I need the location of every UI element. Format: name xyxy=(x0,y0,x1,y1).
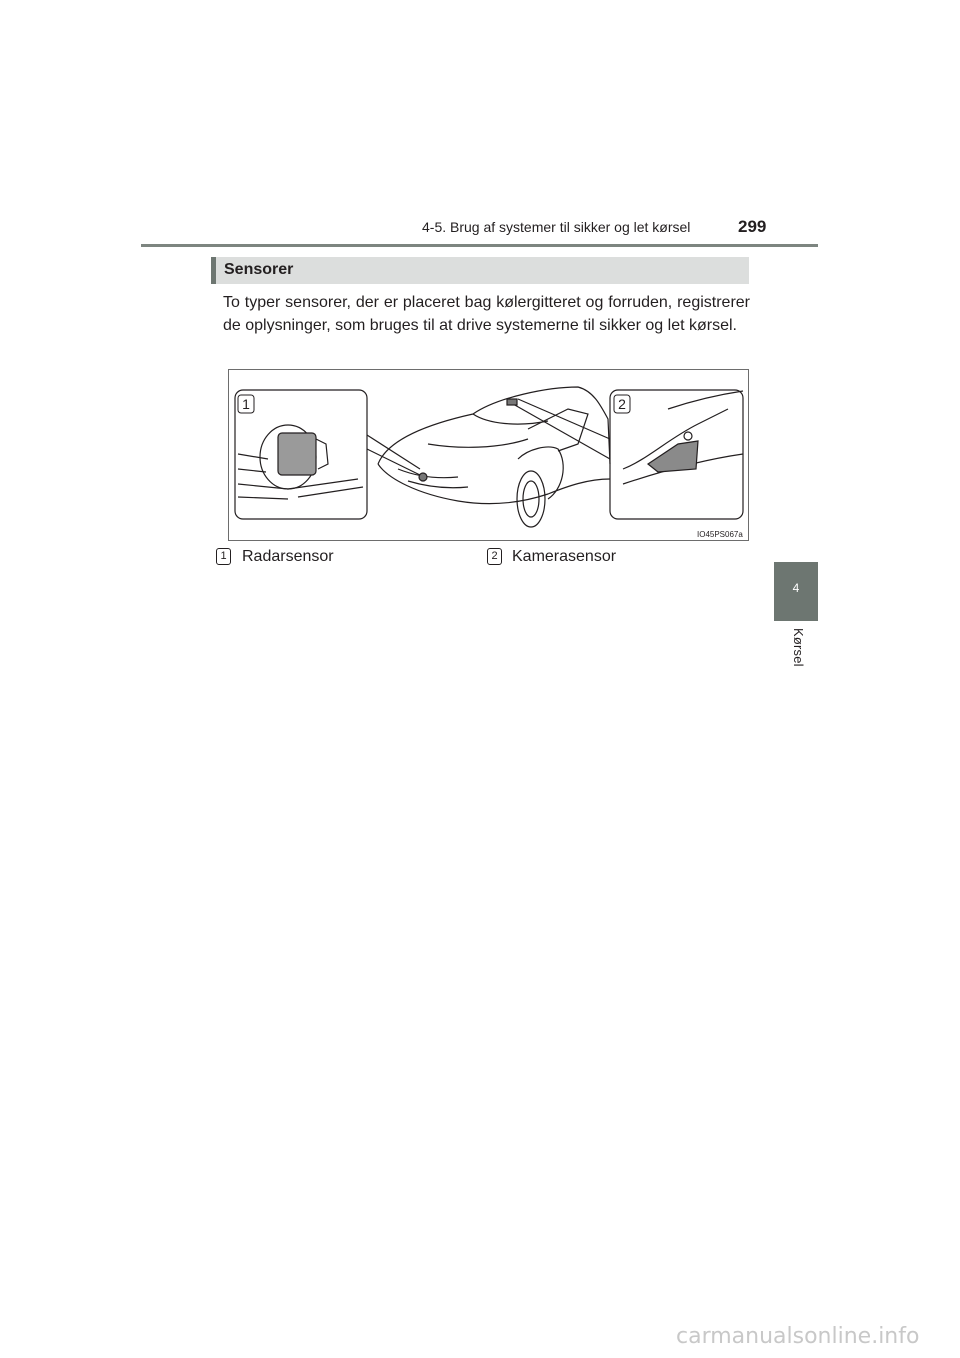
figure-code: IO45PS067a xyxy=(697,530,743,539)
chapter-tab xyxy=(774,562,818,621)
leader-line-1 xyxy=(367,449,420,475)
chapter-label: Kørsel xyxy=(791,628,806,667)
car-bumper-outline xyxy=(378,464,610,504)
legend-number-2: 2 xyxy=(487,548,502,565)
legend-label-radarsensor: Radarsensor xyxy=(242,548,334,565)
callout-1-label: 1 xyxy=(242,396,250,412)
callout-2-label: 2 xyxy=(618,396,626,412)
car-roof-outline xyxy=(378,387,610,464)
legend-label-kamerasensor: Kamerasensor xyxy=(512,548,617,565)
legend-number-1: 1 xyxy=(216,548,231,565)
chapter-number: 4 xyxy=(792,581,800,595)
site-watermark: carmanualsonline.info xyxy=(676,1324,920,1349)
camera-sensor-unit xyxy=(648,441,698,472)
header-divider xyxy=(141,244,818,247)
section-body-text: To typer sensorer, der er placeret bag kølergitteret og forruden, registrerer de oplysninger, som bruges til at drive systemerne til sikker og let kørsel. xyxy=(223,294,750,334)
section-title: Sensorer xyxy=(224,261,294,278)
page-number: 299 xyxy=(738,217,767,236)
radar-sensor-unit xyxy=(278,433,316,475)
section-heading-accent xyxy=(211,257,216,284)
car-sensor-drawing xyxy=(228,369,749,541)
running-header-title: 4-5. Brug af systemer til sikker og let kørsel xyxy=(422,219,691,235)
